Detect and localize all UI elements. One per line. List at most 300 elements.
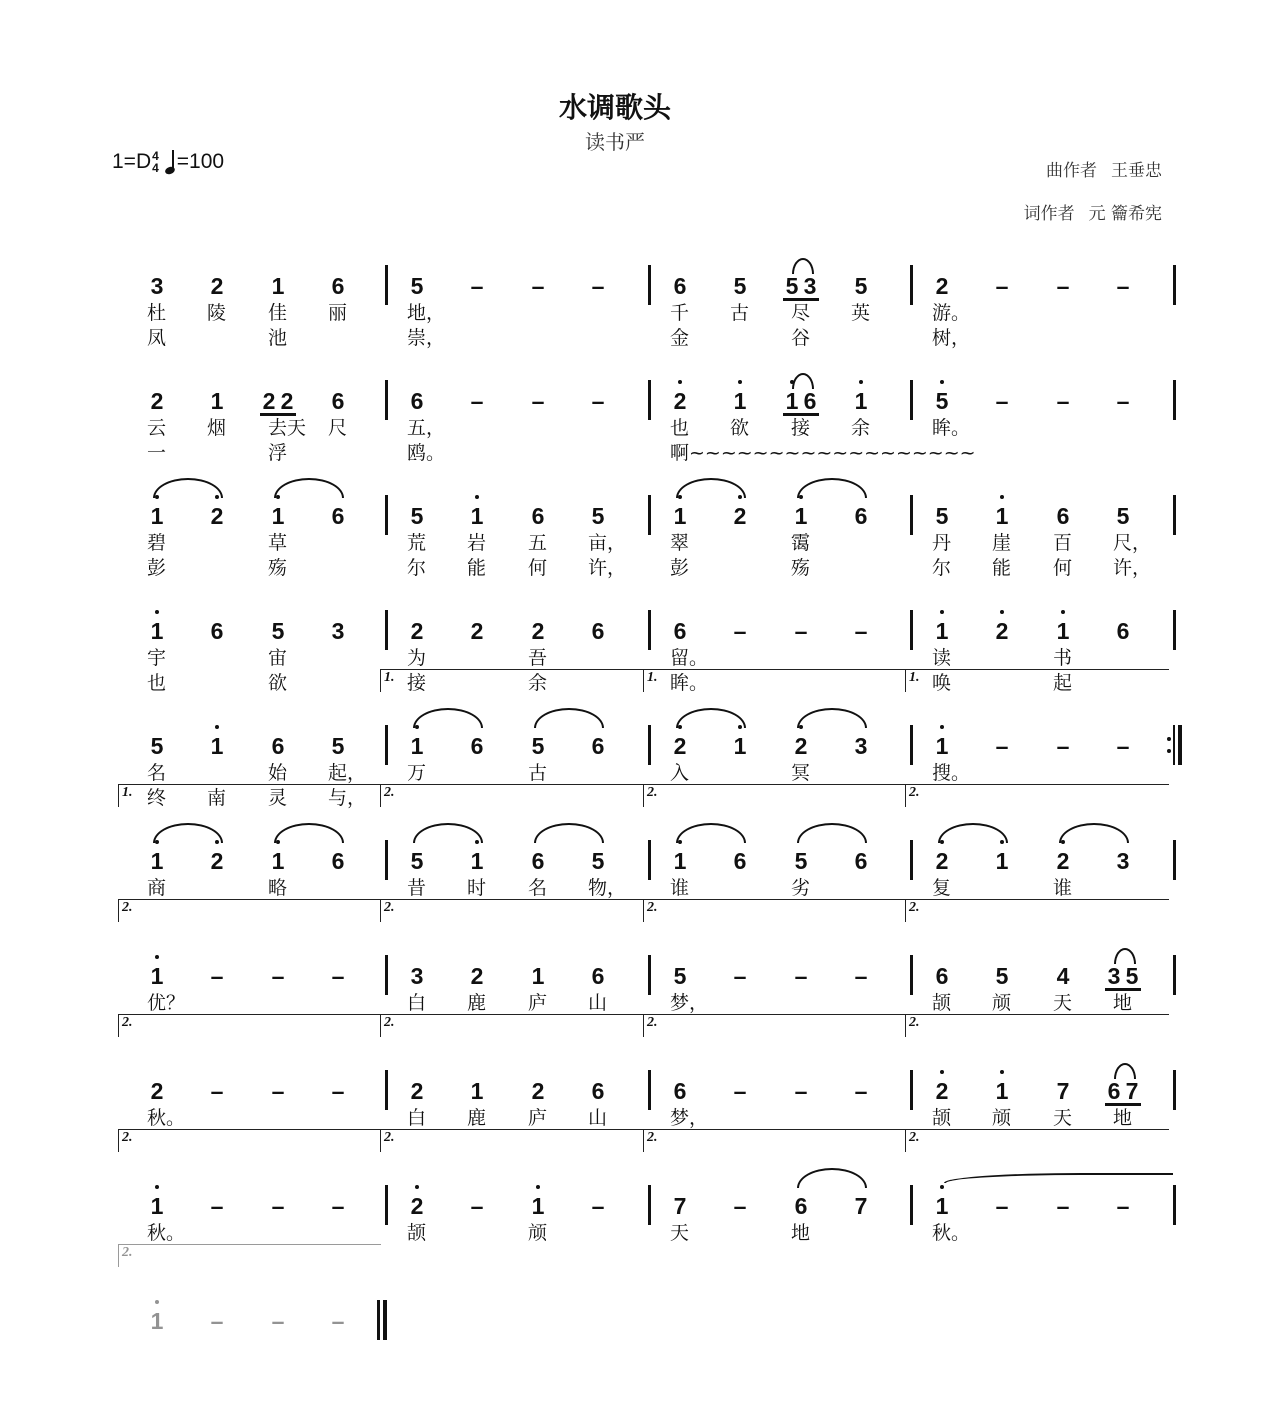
note (731, 732, 749, 760)
lyric: 翠 (670, 532, 690, 554)
note-digit: 3 (410, 963, 424, 989)
dash (731, 617, 749, 645)
lyric: 崖 (992, 532, 1012, 554)
lyric: 天 (1053, 992, 1073, 1014)
note-digit: 3 (331, 618, 345, 644)
dash-mark: – (531, 273, 545, 299)
note-digit: 3 (150, 273, 164, 299)
lyric: 亩， (588, 532, 627, 554)
dash (589, 272, 607, 300)
lyric: 起 (1053, 672, 1073, 694)
final-barline (377, 1300, 391, 1340)
lyric: 啊~~~~~~~~~~~~~~~~~~ (670, 442, 976, 464)
note (529, 847, 547, 875)
thin-bar (1173, 725, 1175, 765)
lyric: 何 (1053, 557, 1073, 579)
dash-mark: – (1056, 273, 1070, 299)
lyric: 始 (268, 762, 288, 784)
note-digit: 2 (731, 502, 749, 530)
lyric: 佳 (268, 302, 288, 324)
dash-mark: – (1056, 733, 1070, 759)
note (589, 962, 607, 990)
lyric: 复 (932, 877, 952, 899)
note-digit: 5 (271, 618, 285, 644)
volta-label: 2. (909, 1015, 920, 1030)
note-digit: 5 (410, 273, 424, 299)
volta-label: 1. (647, 670, 658, 685)
note (208, 732, 226, 760)
volta-bracket (380, 899, 644, 922)
note-digit: 6 (591, 963, 605, 989)
note-digit: 1 (470, 1078, 484, 1104)
dash-mark: – (331, 963, 345, 989)
dash (468, 387, 486, 415)
note (993, 847, 1011, 875)
lyric: 秋。 (147, 1107, 186, 1129)
volta-bracket (905, 899, 1169, 922)
note-digit: 5 (591, 503, 605, 529)
note-digit: 1 (852, 387, 870, 415)
note-digit: 1 (671, 502, 689, 530)
note (671, 1192, 689, 1220)
note (1114, 617, 1132, 645)
dash-mark: – (794, 963, 808, 989)
note (671, 732, 689, 760)
lyric: 殇 (791, 557, 811, 579)
note (208, 502, 226, 530)
volta-bracket (905, 784, 1169, 807)
dash-mark: – (591, 388, 605, 414)
time-signature (152, 150, 159, 174)
lyric: 白 (407, 1107, 427, 1129)
barline (648, 610, 651, 650)
note-digit: 1 (148, 962, 166, 990)
barline (1173, 495, 1176, 535)
volta-label: 1. (909, 670, 920, 685)
note-digit: 1 (671, 847, 689, 875)
lyric: 殇 (268, 557, 288, 579)
lyric: 浮 (268, 442, 288, 464)
note (731, 502, 749, 530)
volta-label: 2. (909, 1130, 920, 1145)
lyric: 千 (670, 302, 690, 324)
thick-bar (383, 1300, 387, 1340)
lyric: 天 (1053, 1107, 1073, 1129)
note (148, 617, 166, 645)
lyric: 灵 (268, 787, 288, 809)
quarter-note-icon (165, 150, 175, 174)
note (208, 387, 226, 415)
dash (529, 387, 547, 415)
note-digit: 2 (935, 273, 949, 299)
note-digit: 2 (410, 618, 424, 644)
barline (385, 1070, 388, 1110)
lyric: 白 (407, 992, 427, 1014)
volta-label: 2. (384, 1130, 395, 1145)
barline (1173, 955, 1176, 995)
dash (529, 272, 547, 300)
note (269, 502, 287, 530)
volta-bracket (118, 784, 381, 807)
lyric: 鸥。 (407, 442, 446, 464)
note-digit: 6 (803, 388, 817, 414)
note-digit: 1 (208, 732, 226, 760)
note-digit: 2 (208, 502, 226, 530)
note-digit: 5 (1116, 503, 1130, 529)
lyricist-credit (1010, 199, 1162, 224)
barline (648, 380, 651, 420)
note-digit: 1 (783, 387, 801, 413)
lyric: 万 (407, 762, 427, 784)
note (1114, 847, 1132, 875)
note (852, 272, 870, 300)
note-digit: 6 (331, 503, 345, 529)
lyric: 欲 (268, 672, 288, 694)
dash (329, 1192, 347, 1220)
dash (329, 962, 347, 990)
lyric: 名 (147, 762, 167, 784)
note (269, 732, 287, 760)
note (208, 272, 226, 300)
dash (589, 387, 607, 415)
volta-bracket (118, 1244, 381, 1267)
note (468, 962, 486, 990)
lyric: 草 (268, 532, 288, 554)
dash (208, 1077, 226, 1105)
note (589, 502, 607, 530)
volta-bracket (905, 1014, 1169, 1037)
lyric: 终 (147, 787, 167, 809)
lyric: 梦， (670, 1107, 709, 1129)
dash (329, 1077, 347, 1105)
repeat-end-barline (1167, 725, 1181, 765)
dash-mark: – (591, 273, 605, 299)
dash-mark: – (1056, 388, 1070, 414)
note-digit: 5 (331, 733, 345, 759)
staff-row (0, 1130, 1280, 1290)
lyric: 地 (1113, 992, 1133, 1014)
note-digit: 3 (1116, 848, 1130, 874)
barline (648, 840, 651, 880)
lyric: 物， (588, 877, 627, 899)
staff-row (0, 1245, 1280, 1405)
note (792, 502, 810, 530)
thick-bar (1178, 725, 1182, 765)
lyric: 尔 (932, 557, 952, 579)
lyric: 彭 (670, 557, 690, 579)
volta-label: 2. (909, 785, 920, 800)
barline (385, 265, 388, 305)
barline (385, 840, 388, 880)
note-digit: 5 (531, 733, 545, 759)
note-digit: 1 (408, 732, 426, 760)
time-numerator: 4 (152, 149, 159, 163)
note (529, 962, 547, 990)
note-digit: 2 (1054, 847, 1072, 875)
dash (269, 1307, 287, 1335)
volta-bracket (380, 669, 644, 692)
lyric: 庐 (528, 1107, 548, 1129)
lyric: 鹿 (467, 992, 487, 1014)
dash (269, 1077, 287, 1105)
note-digit: 2 (531, 1078, 545, 1104)
lyric: 鹿 (467, 1107, 487, 1129)
note-digit: 6 (935, 963, 949, 989)
note (933, 962, 951, 990)
barline (385, 1185, 388, 1225)
volta-bracket (118, 1014, 381, 1037)
note-digit: 6 (733, 848, 747, 874)
staff-row (0, 785, 1280, 945)
volta-label: 2. (384, 1015, 395, 1030)
note-digit: 1 (792, 502, 810, 530)
volta-bracket (643, 784, 906, 807)
dash (731, 1077, 749, 1105)
lyric: 接 (407, 672, 427, 694)
dash (792, 1077, 810, 1105)
lyric: 凤 (147, 327, 167, 349)
note-digit: 5 (794, 848, 808, 874)
lyric: 碧 (147, 532, 167, 554)
note (783, 272, 819, 301)
lyric: 颉 (407, 1222, 427, 1244)
volta-label: 2. (122, 900, 133, 915)
dash (993, 1192, 1011, 1220)
lyric: 为 (407, 647, 427, 669)
lyric: 秋。 (932, 1222, 971, 1244)
note (1054, 1077, 1072, 1105)
barline (910, 955, 913, 995)
note (208, 847, 226, 875)
note (792, 847, 810, 875)
dash (852, 617, 870, 645)
note-digit: 2 (470, 618, 484, 644)
note (468, 502, 486, 530)
volta-bracket (380, 1129, 644, 1152)
lyric: 能 (467, 557, 487, 579)
lyric: 池 (268, 327, 288, 349)
note (148, 1307, 166, 1335)
note (329, 847, 347, 875)
lyric: 颃 (528, 1222, 548, 1244)
dash-mark: – (210, 1308, 224, 1334)
note-digit: 1 (1054, 617, 1072, 645)
lyric: 英 (851, 302, 871, 324)
note (468, 847, 486, 875)
lyric: 烟 (207, 417, 227, 439)
lyric: 宙 (268, 647, 288, 669)
note (269, 847, 287, 875)
lyric: 谁 (670, 877, 690, 899)
lyric: 去天 (268, 417, 307, 439)
note (1105, 962, 1141, 991)
note (408, 1192, 426, 1220)
dash (589, 1192, 607, 1220)
dash (208, 1307, 226, 1335)
dash (1114, 387, 1132, 415)
dash-mark: – (331, 1193, 345, 1219)
repeat-dot (1167, 737, 1171, 741)
note-digit: 5 (410, 503, 424, 529)
volta-bracket (118, 1129, 381, 1152)
note (1054, 962, 1072, 990)
note-digit: 7 (673, 1193, 687, 1219)
note (1054, 502, 1072, 530)
note-digit: 6 (673, 273, 687, 299)
barline (910, 840, 913, 880)
note-digit: 1 (731, 732, 749, 760)
lyric: 冥 (791, 762, 811, 784)
note (408, 1077, 426, 1105)
lyric: 眸。 (670, 672, 709, 694)
note-digit: 4 (1056, 963, 1070, 989)
lyric: 杜 (147, 302, 167, 324)
note-digit: 1 (271, 273, 285, 299)
note-digit: 6 (331, 273, 345, 299)
barline (910, 380, 913, 420)
dash-mark: – (854, 1078, 868, 1104)
note-digit: 6 (794, 1193, 808, 1219)
dash-mark: – (794, 1078, 808, 1104)
dash-mark: – (1056, 1193, 1070, 1219)
note (148, 387, 166, 415)
note (148, 1192, 166, 1220)
lyric: 五， (407, 417, 446, 439)
dash-mark: – (1116, 273, 1130, 299)
barline (385, 725, 388, 765)
dash (1114, 732, 1132, 760)
note-digit: 5 (785, 273, 799, 299)
barline (648, 1070, 651, 1110)
note (1054, 847, 1072, 875)
note (852, 502, 870, 530)
note-digit: 5 (933, 387, 951, 415)
volta-label: 2. (647, 900, 658, 915)
dash-mark: – (470, 388, 484, 414)
note (933, 1077, 951, 1105)
note-digit: 6 (470, 733, 484, 759)
note (329, 272, 347, 300)
dash-mark: – (531, 388, 545, 414)
dash (993, 387, 1011, 415)
staff-row (0, 670, 1280, 830)
slur (792, 373, 814, 389)
dash-mark: – (271, 1078, 285, 1104)
lyric: 山 (588, 992, 608, 1014)
note (529, 732, 547, 760)
lyric: 留。 (670, 647, 709, 669)
note (1105, 1077, 1141, 1106)
note-digit: 6 (531, 503, 545, 529)
note-digit: 2 (933, 1077, 951, 1105)
note-digit: 3 (1107, 963, 1121, 989)
note (993, 617, 1011, 645)
note (589, 617, 607, 645)
barline (385, 495, 388, 535)
note-digit: 6 (1056, 503, 1070, 529)
note (933, 387, 951, 415)
note (329, 502, 347, 530)
note (589, 1077, 607, 1105)
lyricist-name: 元 籥希宪 (1088, 204, 1162, 224)
barline (385, 610, 388, 650)
barline (648, 955, 651, 995)
dash-mark: – (591, 1193, 605, 1219)
dash-mark: – (733, 1078, 747, 1104)
dash-mark: – (271, 963, 285, 989)
dash-mark: – (995, 273, 1009, 299)
barline (910, 725, 913, 765)
note (792, 732, 810, 760)
note-digit: 5 (935, 503, 949, 529)
lyric: 云 (147, 417, 167, 439)
note-digit: 1 (269, 847, 287, 875)
volta-label: 1. (384, 670, 395, 685)
note (933, 732, 951, 760)
lyric: 宇 (147, 647, 167, 669)
dash-mark: – (733, 1193, 747, 1219)
dash-mark: – (470, 273, 484, 299)
song-subtitle: 读书严 (585, 130, 645, 154)
note-digit: 2 (408, 1192, 426, 1220)
note (148, 732, 166, 760)
lyric: 彭 (147, 557, 167, 579)
note-digit: 3 (803, 273, 817, 299)
key-signature: 1=D (112, 150, 152, 173)
lyric: 荒 (407, 532, 427, 554)
note-digit: 2 (410, 1078, 424, 1104)
note-digit: 6 (210, 618, 224, 644)
dash (468, 272, 486, 300)
note (852, 732, 870, 760)
lyric: 颉 (932, 1107, 952, 1129)
lyric: 金 (670, 327, 690, 349)
note (671, 1077, 689, 1105)
dash-mark: – (995, 1193, 1009, 1219)
note (529, 1077, 547, 1105)
barline (1173, 1070, 1176, 1110)
note-digit: 6 (1116, 618, 1130, 644)
dash (852, 962, 870, 990)
volta-bracket (905, 1129, 1169, 1152)
volta-label: 2. (647, 1015, 658, 1030)
dash (269, 962, 287, 990)
note (329, 387, 347, 415)
note (269, 272, 287, 300)
note-digit: 5 (854, 273, 868, 299)
note (993, 502, 1011, 530)
barline (1173, 380, 1176, 420)
dash (1054, 272, 1072, 300)
dash-mark: – (995, 733, 1009, 759)
lyric: 一 (147, 442, 167, 464)
volta-label: 2. (647, 1130, 658, 1145)
note-digit: 1 (210, 388, 224, 414)
lyric: 何 (528, 557, 548, 579)
note (731, 387, 749, 415)
lyric: 能 (992, 557, 1012, 579)
barline (648, 495, 651, 535)
dash (792, 962, 810, 990)
dash-mark: – (1116, 388, 1130, 414)
lyric: 地， (407, 302, 446, 324)
dash-mark: – (1116, 1193, 1130, 1219)
lyric: 唤 (932, 672, 952, 694)
note (933, 847, 951, 875)
dash (993, 732, 1011, 760)
lyric: 庐 (528, 992, 548, 1014)
note (148, 1077, 166, 1105)
